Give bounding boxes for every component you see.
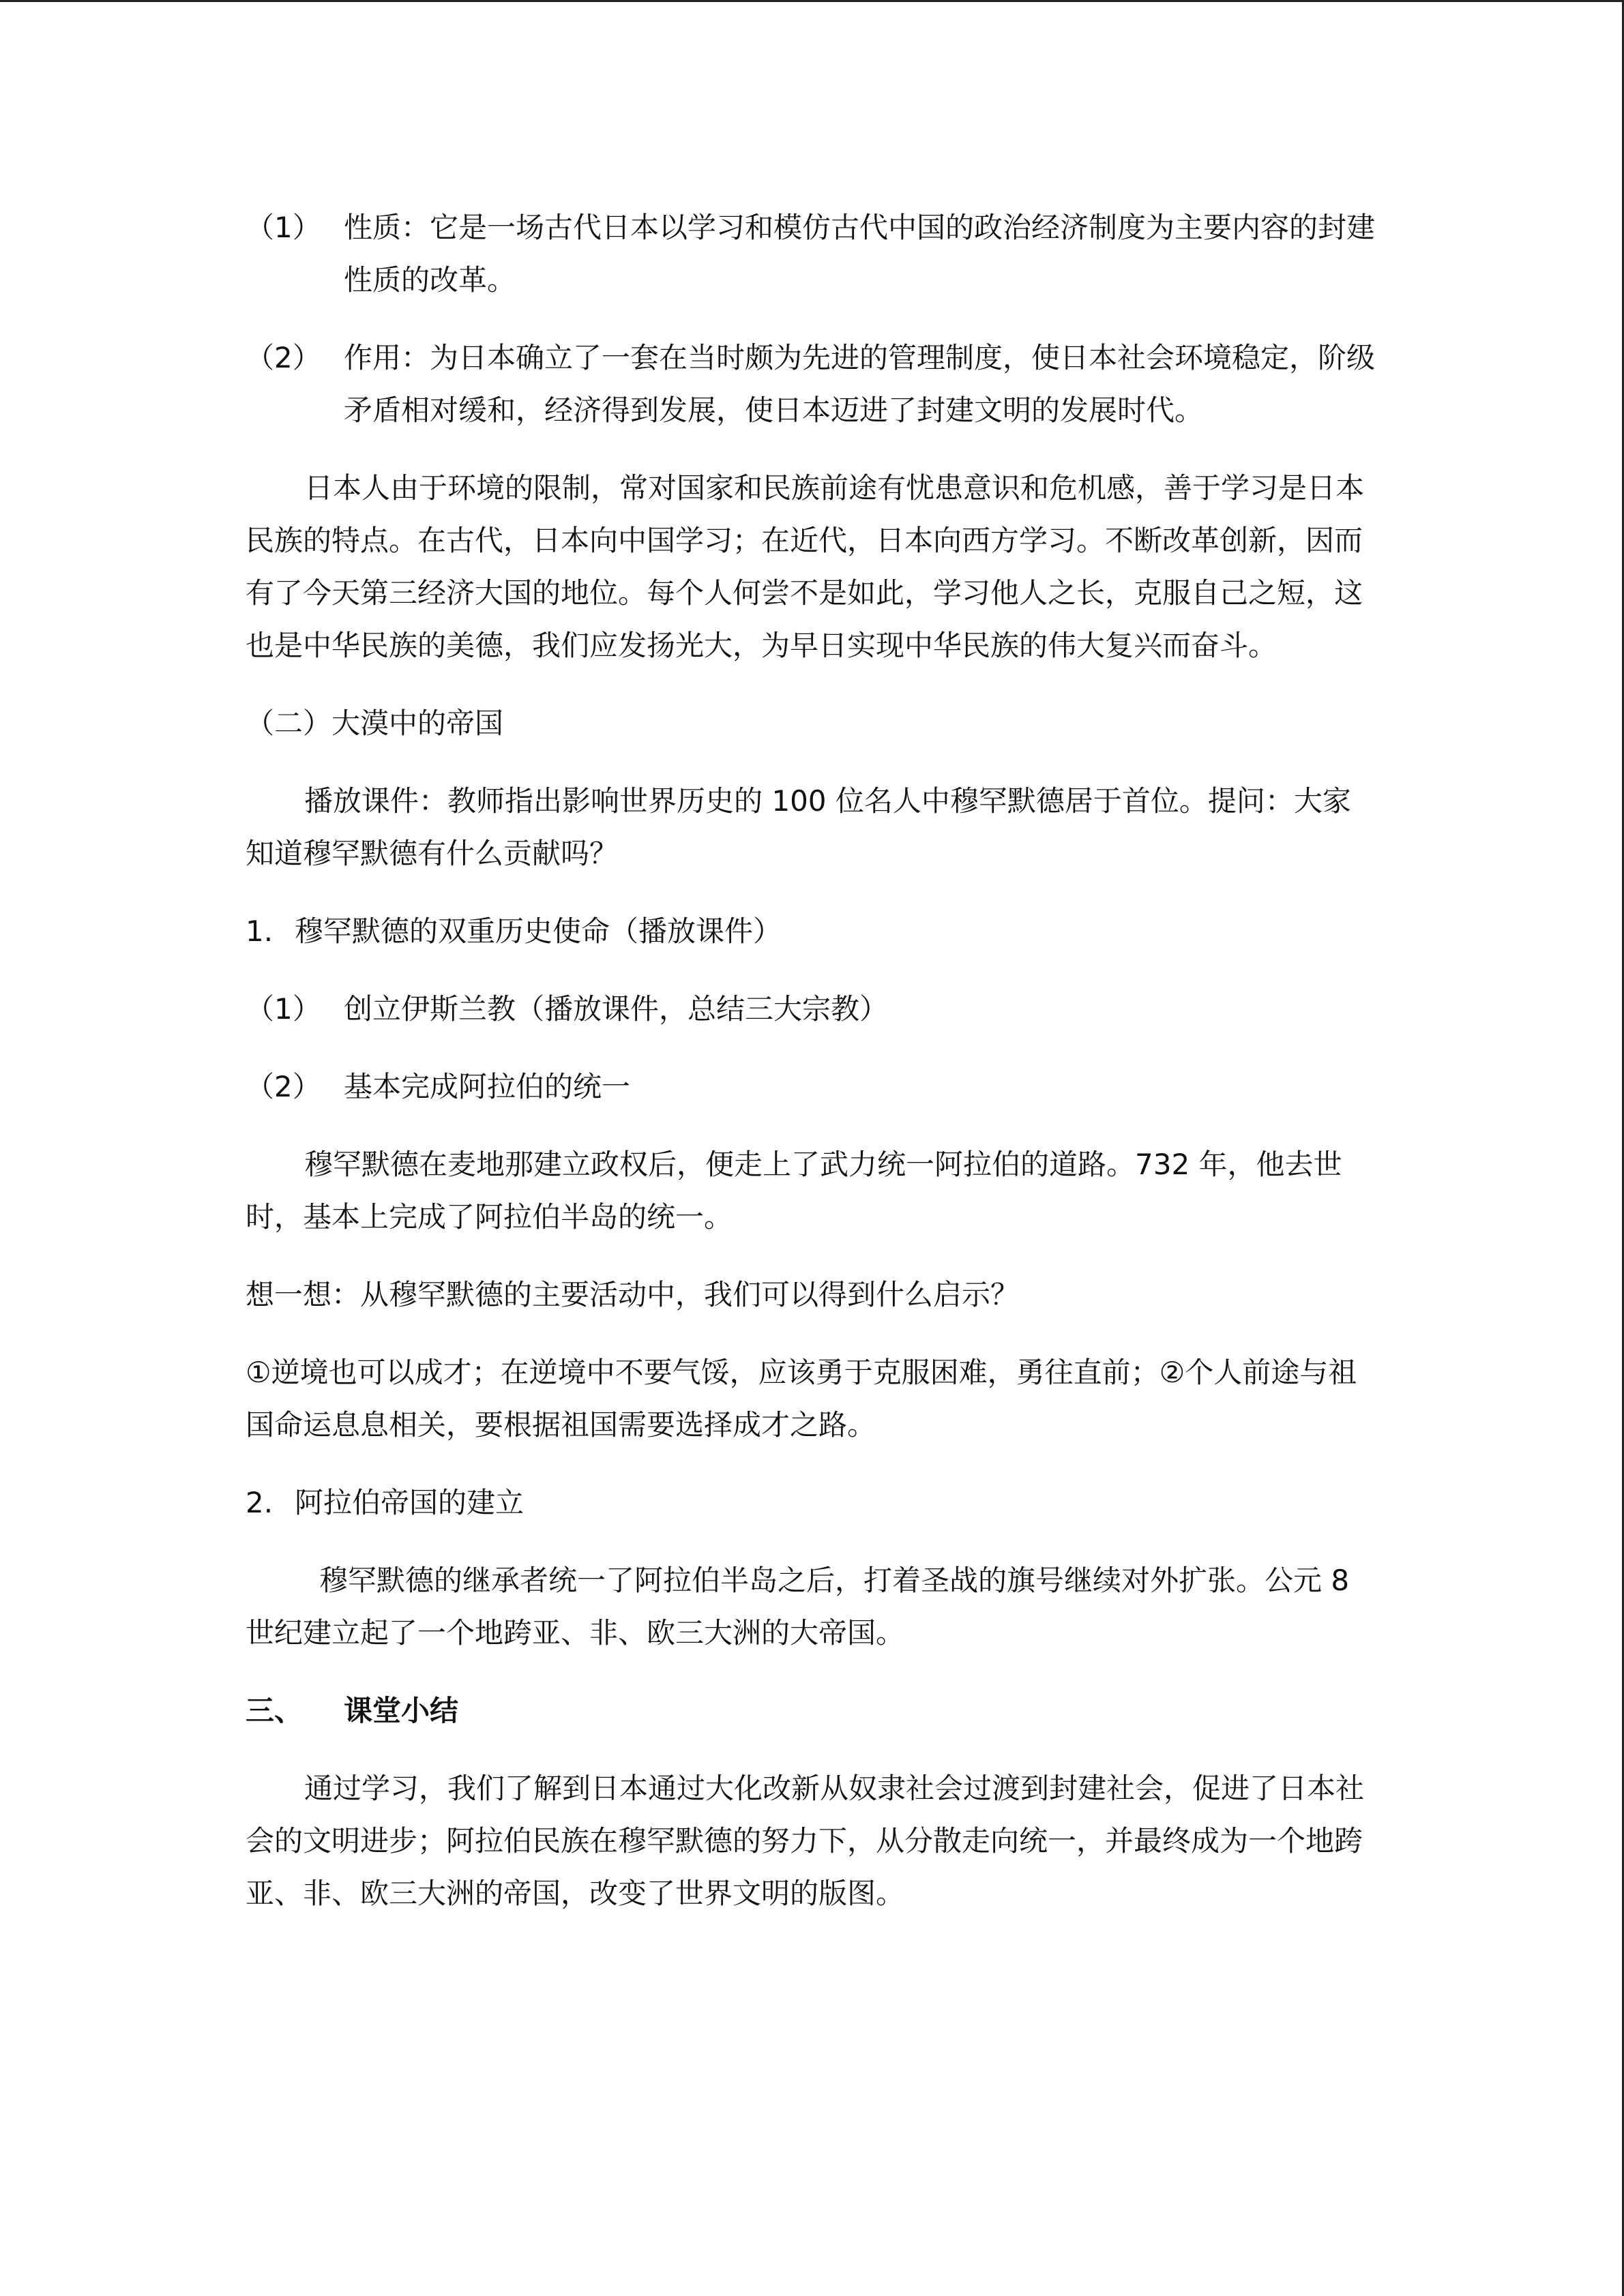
list-item-text: 基本完成阿拉伯的统一 [344,1070,631,1103]
heading-text: 课堂小结 [344,1694,459,1727]
think-prompt: 想一想：从穆罕默德的主要活动中，我们可以得到什么启示？ [246,1278,1020,1311]
list-item-label: （2） [246,1070,321,1103]
list-item-dual-mission [246,905,1378,957]
list-item-islam [246,983,1378,1035]
heading-number: 三、 [246,1694,304,1727]
list-item-label: 1. [246,914,274,948]
list-item-label: 2. [246,1486,274,1519]
list-item-text: 阿拉伯帝国的建立 [295,1486,525,1519]
paragraph-expansion: 穆罕默德的继承者统一了阿拉伯半岛之后，打着圣战的旗号继续对外扩张。公元 8 世纪建立起了一个地跨亚、非、欧三大洲的大帝国。 [246,1564,1350,1650]
think-answer: ①逆境也可以成才；在逆境中不要气馁，应该勇于克服困难，勇往直前；②个人前途与祖国命运息息相关，要根据祖国需要选择成才之路。 [246,1356,1357,1442]
list-item-nature [246,201,1378,306]
list-item-effect [246,331,1378,436]
section-heading-summary [246,1684,1378,1737]
list-item-text: 作用：为日本确立了一套在当时颇为先进的管理制度，使日本社会环境稳定，阶级矛盾相对缓和，经济得到发展，使日本迈进了封建文明的发展时代。 [344,341,1376,427]
list-item-text: 穆罕默德的双重历史使命（播放课件） [295,914,782,948]
paragraph-japan-learning: 日本人由于环境的限制，常对国家和民族前途有忧患意识和危机感，善于学习是日本民族的特点。在古代，日本向中国学习；在近代，日本向西方学习。不断改革创新，因而有了今天第三经济大国的地位。每个人何尝不是如此，学习他人之长，克服自己之短，这也是中华民族的美德，我们应发扬光大，为早日实现中华民族的伟大复兴而奋斗。 [246,471,1365,662]
list-item-label: （1） [246,992,321,1026]
list-item-unification [246,1060,1378,1113]
list-item-label: （2） [246,341,321,374]
paragraph-courseware-question: 播放课件：教师指出影响世界历史的 100 位名人中穆罕默德居于首位。提问：大家知道穆罕默德有什么贡献吗？ [246,784,1351,870]
section-title-desert-empire: （二）大漠中的帝国 [246,706,504,740]
page-border-top [0,0,1624,2]
document-body [246,201,1378,1945]
list-item-text: 创立伊斯兰教（播放课件，总结三大宗教） [344,992,889,1026]
paragraph-medina: 穆罕默德在麦地那建立政权后，便走上了武力统一阿拉伯的道路。732 年，他去世时，基本上完成了阿拉伯半岛的统一。 [246,1148,1342,1234]
paragraph-summary: 通过学习，我们了解到日本通过大化改新从奴隶社会过渡到封建社会，促进了日本社会的文明进步；阿拉伯民族在穆罕默德的努力下，从分散走向统一，并最终成为一个地跨亚、非、欧三大洲的帝国，改变了世界文明的版图。 [246,1772,1365,1910]
list-item-arab-empire [246,1476,1378,1529]
list-item-label: （1） [246,211,321,244]
list-item-text: 性质：它是一场古代日本以学习和模仿古代中国的政治经济制度为主要内容的封建性质的改革。 [344,211,1376,297]
